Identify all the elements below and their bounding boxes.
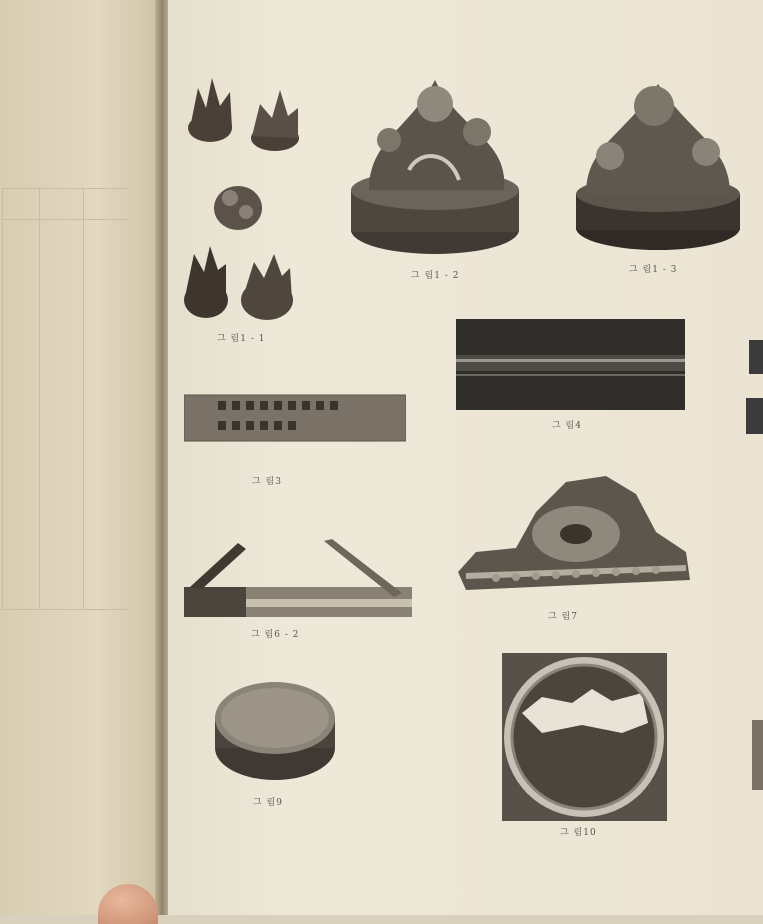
caption-fig9: 그 림9 <box>253 798 283 808</box>
caption-fig4: 그 림4 <box>552 421 582 431</box>
figure-4-image <box>456 319 685 410</box>
ghost-table <box>2 188 127 610</box>
figure-7-image <box>456 472 692 594</box>
caption-fig10: 그 림10 <box>560 828 597 838</box>
figure-9-image <box>212 678 338 784</box>
caption-fig1-2: 그 림1 - 2 <box>411 271 460 281</box>
figure-1-1-image <box>180 68 310 328</box>
figure-1-2-image <box>349 70 521 256</box>
caption-fig6-2: 그 림6 - 2 <box>251 630 300 640</box>
caption-fig1-1: 그 림1 - 1 <box>217 334 266 344</box>
edge-mark <box>752 720 763 790</box>
edge-mark <box>746 398 763 434</box>
figure-6-2-image <box>184 537 412 621</box>
caption-fig7: 그 림7 <box>548 612 578 622</box>
edge-mark <box>749 340 763 374</box>
caption-fig3: 그 림3 <box>252 477 282 487</box>
figure-10-image <box>502 653 667 821</box>
figure-1-3-image <box>574 76 742 252</box>
left-page <box>0 0 163 915</box>
caption-fig1-3: 그 림1 - 3 <box>629 265 678 275</box>
figure-3-image <box>184 393 406 443</box>
